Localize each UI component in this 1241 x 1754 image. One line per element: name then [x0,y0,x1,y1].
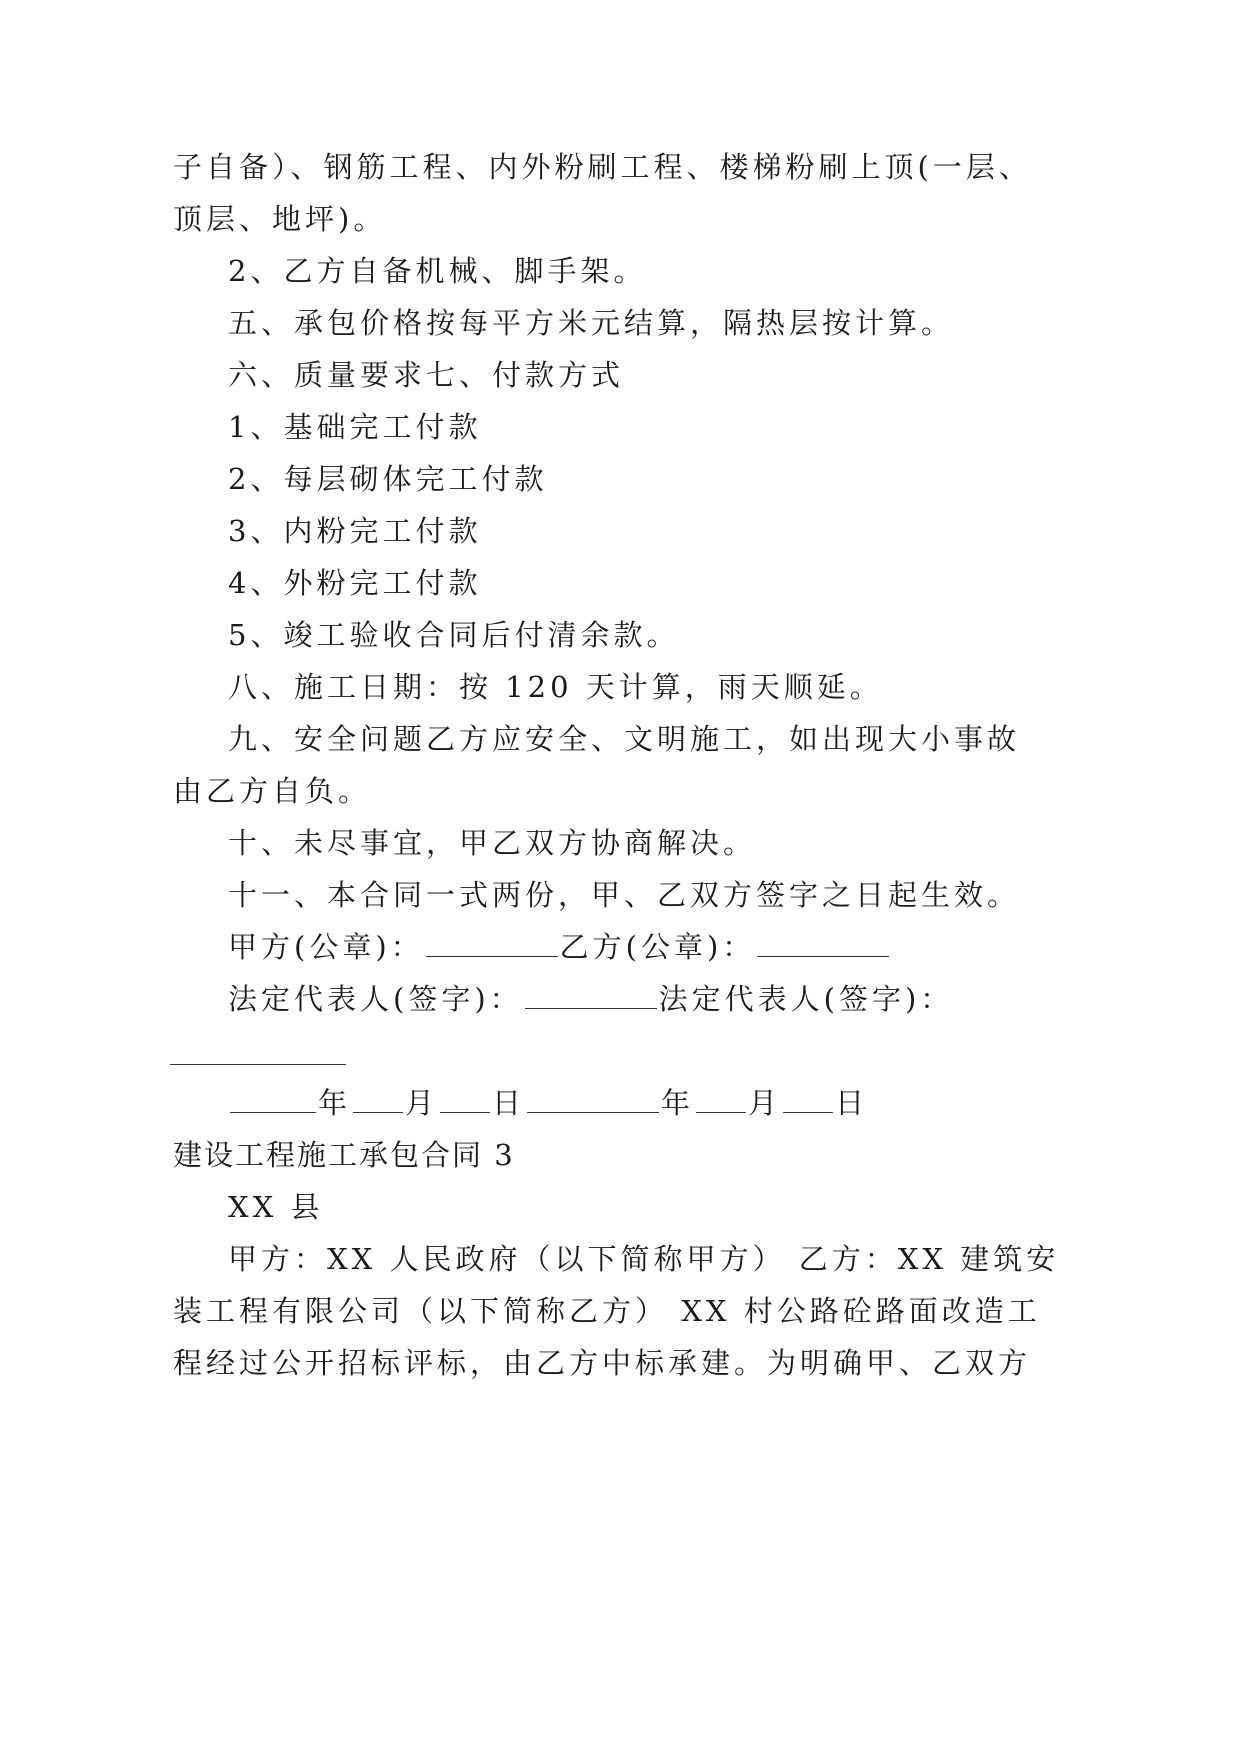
text-line-12: 九、安全问题乙方应安全、文明施工，如出现大小事故 [228,722,1021,756]
year-b-label: 年 [661,1086,695,1120]
text-line-3: 2、乙方自备机械、脚手架。 [228,254,647,288]
text-line-1: 子自备）、钢筋工程、内外粉刷工程、楼梯粉刷上顶(一层、 [173,150,1032,184]
month-a-blank [353,1082,403,1113]
party-b-seal-label: 乙方(公章)： [559,930,756,964]
year-a-label: 年 [318,1086,352,1120]
date-line [228,1079,1241,1127]
text-line-15: 十一、本合同一式两份，甲、乙双方签字之日起生效。 [228,878,1021,912]
section3-paragraph-line-1: 甲方：XX 人民政府（以下简称甲方） 乙方：XX 建筑安 [228,1242,1060,1276]
day-a-blank [440,1082,490,1113]
text-line-9: 4、外粉完工付款 [228,566,482,600]
text-line-11: 八、施工日期：按 120 天计算，雨天顺延。 [228,670,883,704]
text-line-4: 五、承包价格按每平方米元结算，隔热层按计算。 [228,306,955,340]
rep-a-blank [525,978,657,1009]
text-line-5: 六、质量要求七、付款方式 [228,358,625,392]
section3-paragraph-line-3: 程经过公开招标评标，由乙方中标承建。为明确甲、乙双方 [173,1346,1032,1380]
year-b-blank [527,1082,659,1113]
month-a-label: 月 [405,1086,439,1120]
text-line-10: 5、竣工验收合同后付清余款。 [228,618,680,652]
seal-line [228,923,1241,971]
rep-b-blank [170,1064,346,1065]
text-line-8: 3、内粉完工付款 [228,514,482,548]
text-line-6: 1、基础完工付款 [228,410,482,444]
text-line-2: 顶层、地坪)。 [173,202,387,236]
day-b-blank [783,1082,833,1113]
section3-paragraph-line-2: 装工程有限公司（以下简称乙方） XX 村公路砼路面改造工 [173,1294,1041,1328]
day-a-label: 日 [492,1086,526,1120]
text-line-14: 十、未尽事宜，甲乙双方协商解决。 [228,826,757,860]
month-b-blank [696,1082,746,1113]
day-b-label: 日 [835,1086,869,1120]
month-b-label: 月 [748,1086,782,1120]
text-line-7: 2、每层砌体完工付款 [228,462,548,496]
section-title: 建设工程施工承包合同 3 [173,1138,515,1172]
party-b-seal-blank [757,926,889,957]
party-a-seal-blank [426,926,558,957]
year-a-blank [230,1082,316,1113]
representative-line [228,975,1228,1023]
county-line: XX 县 [228,1190,324,1224]
party-a-seal-label: 甲方(公章)： [228,930,424,964]
rep-b-label: 法定代表人(签字)： [658,982,954,1016]
text-line-13: 由乙方自负。 [173,774,372,808]
rep-a-label: 法定代表人(签字)： [228,982,523,1016]
